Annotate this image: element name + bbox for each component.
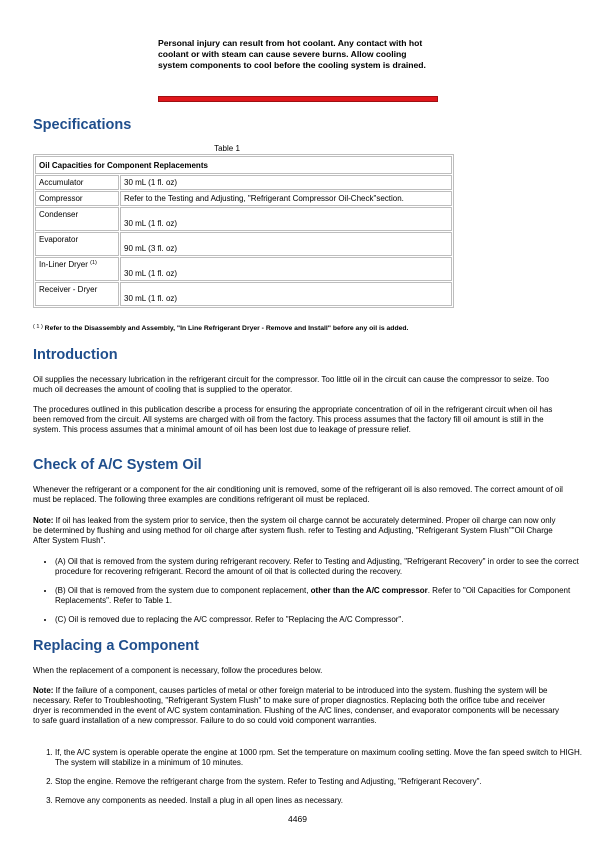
component-cell: Receiver - Dryer <box>35 282 119 306</box>
table-footnote <box>33 324 573 332</box>
introduction-paragraph-2: The procedures outlined in this publication describe a process for ensuring the appropriate concentration of oil in the refrigerant circuit when oil has been removed from the circuit. All systems are charged with oil from the factory. This process assumes that the factory fill oil amount is still in the system. This process assumes that a minimal amount of oil has been lost due to leakage of pressure relief. <box>33 405 553 434</box>
table-row <box>35 257 452 281</box>
component-cell: Condenser <box>35 207 119 231</box>
capacity-cell: Refer to the Testing and Adjusting, "Refrigerant Compressor Oil-Check"section. <box>120 191 452 206</box>
list-item: 3. Remove any components as needed. Install a plug in all open lines as necessary. <box>55 796 585 806</box>
capacity-cell: 30 mL (1 fl. oz) <box>120 257 452 281</box>
capacity-cell: 30 mL (1 fl. oz) <box>120 282 452 306</box>
capacity-cell: 30 mL (1 fl. oz) <box>120 207 452 231</box>
oil-removal-conditions-list <box>33 557 585 634</box>
component-cell <box>35 257 119 281</box>
check-heading: Check of A/C System Oil <box>33 457 202 473</box>
introduction-heading: Introduction <box>33 347 118 363</box>
table-row <box>35 175 452 190</box>
footnote-marker: (1) <box>90 260 97 266</box>
component-cell: Accumulator <box>35 175 119 190</box>
note-label: Note: <box>33 516 54 525</box>
component-cell: Compressor <box>35 191 119 206</box>
list-item: 1. If, the A/C system is operable operate the engine at 1000 rpm. Set the temperature on maximum cooling setting. Move the fan speed switch to HIGH. The system will stabilize in a minimum of 10 minutes. <box>55 748 585 768</box>
table-row <box>35 282 452 306</box>
capacity-cell: 30 mL (1 fl. oz) <box>120 175 452 190</box>
page-number: 4469 <box>288 814 307 824</box>
footnote-text: Refer to the Disassembly and Assembly, "In Line Refrigerant Dryer - Remove and Install" before any oil is added. <box>44 325 409 332</box>
footnote-mark: ( 1 ) <box>33 324 43 330</box>
list-item: 2. Stop the engine. Remove the refrigerant charge from the system. Refer to Testing and Adjusting, "Refrigerant Recovery". <box>55 777 585 787</box>
note-text: If oil has leaked from the system prior to service, then the system oil charge cannot be accurately determined. Proper oil charge can now only be determined by flushing and using method for oil charge after system flush. refer to Testing and Adjusting, "Refrigerant System Flush""Oil Charge After System Flush". <box>33 516 556 545</box>
list-item <box>55 586 585 606</box>
warning-text: Personal injury can result from hot coolant. Any contact with hot coolant or with steam can cause severe burns. Allow cooling system components to cool before the cooling system is drained. <box>158 38 426 70</box>
table-caption: Table 1 <box>214 144 240 153</box>
note-text: If the failure of a component, causes particles of metal or other foreign material to be introduced into the system. flushing the system will be necessary. Refer to Troubleshooting, "Refrigerant System Flush" to make sure of proper diagnostics. Replacing both the orifice tube and receiver dryer is recommended in the event of A/C system contamination. Flushing of the A/C lines, condenser, and evaporator components will be necessary to safe guard installation of a new compressor. Failure to do so could void component warranties. <box>33 686 560 725</box>
table-title: Oil Capacities for Component Replacements <box>35 156 452 174</box>
introduction-paragraph-1: Oil supplies the necessary lubrication in the refrigerant circuit for the compressor. Too little oil in the circuit can cause the compressor to seize. Too much oil decreases the amount of cooling that is supplied to the operator. <box>33 375 549 394</box>
replacing-note <box>33 686 563 726</box>
table-row <box>35 207 452 231</box>
check-note <box>33 516 563 546</box>
list-item-text: . Refer to "Oil Capacities for Component Replacements". Refer to Table 1. <box>55 586 571 605</box>
list-item-emphasis: other than the A/C compressor <box>310 586 428 595</box>
component-name: In-Liner Dryer <box>39 260 88 269</box>
specifications-heading: Specifications <box>33 117 132 133</box>
check-paragraph: Whenever the refrigerant or a component for the air conditioning unit is removed, some of the refrigerant oil is also removed. The correct amount of oil must be replaced. The following three examples are conditions refrigerant oil must be replaced. <box>33 485 563 504</box>
warning-bar <box>158 96 438 102</box>
table-title-row <box>35 156 452 174</box>
replacing-paragraph: When the replacement of a component is necessary, follow the procedures below. <box>33 666 323 675</box>
component-cell: Evaporator <box>35 232 119 256</box>
list-item: • (A) Oil that is removed from the system during refrigerant recovery. Refer to Testing and Adjusting, "Refrigerant Recovery" in order to see the correct procedure for recovering refrigerant. Record the amount of oil that is collected during the recovery. <box>55 557 585 577</box>
note-label: Note: <box>33 686 54 695</box>
table-row <box>35 191 452 206</box>
capacity-cell: 90 mL (3 fl. oz) <box>120 232 452 256</box>
list-item-text: (B) Oil that is removed from the system due to component replacement, <box>55 586 311 595</box>
replacement-steps-list <box>33 748 585 815</box>
oil-capacities-table <box>33 154 454 308</box>
replacing-heading: Replacing a Component <box>33 638 199 654</box>
list-item: • (C) Oil is removed due to replacing the A/C compressor. Refer to "Replacing the A/C Compressor". <box>55 615 585 625</box>
table-row <box>35 232 452 256</box>
